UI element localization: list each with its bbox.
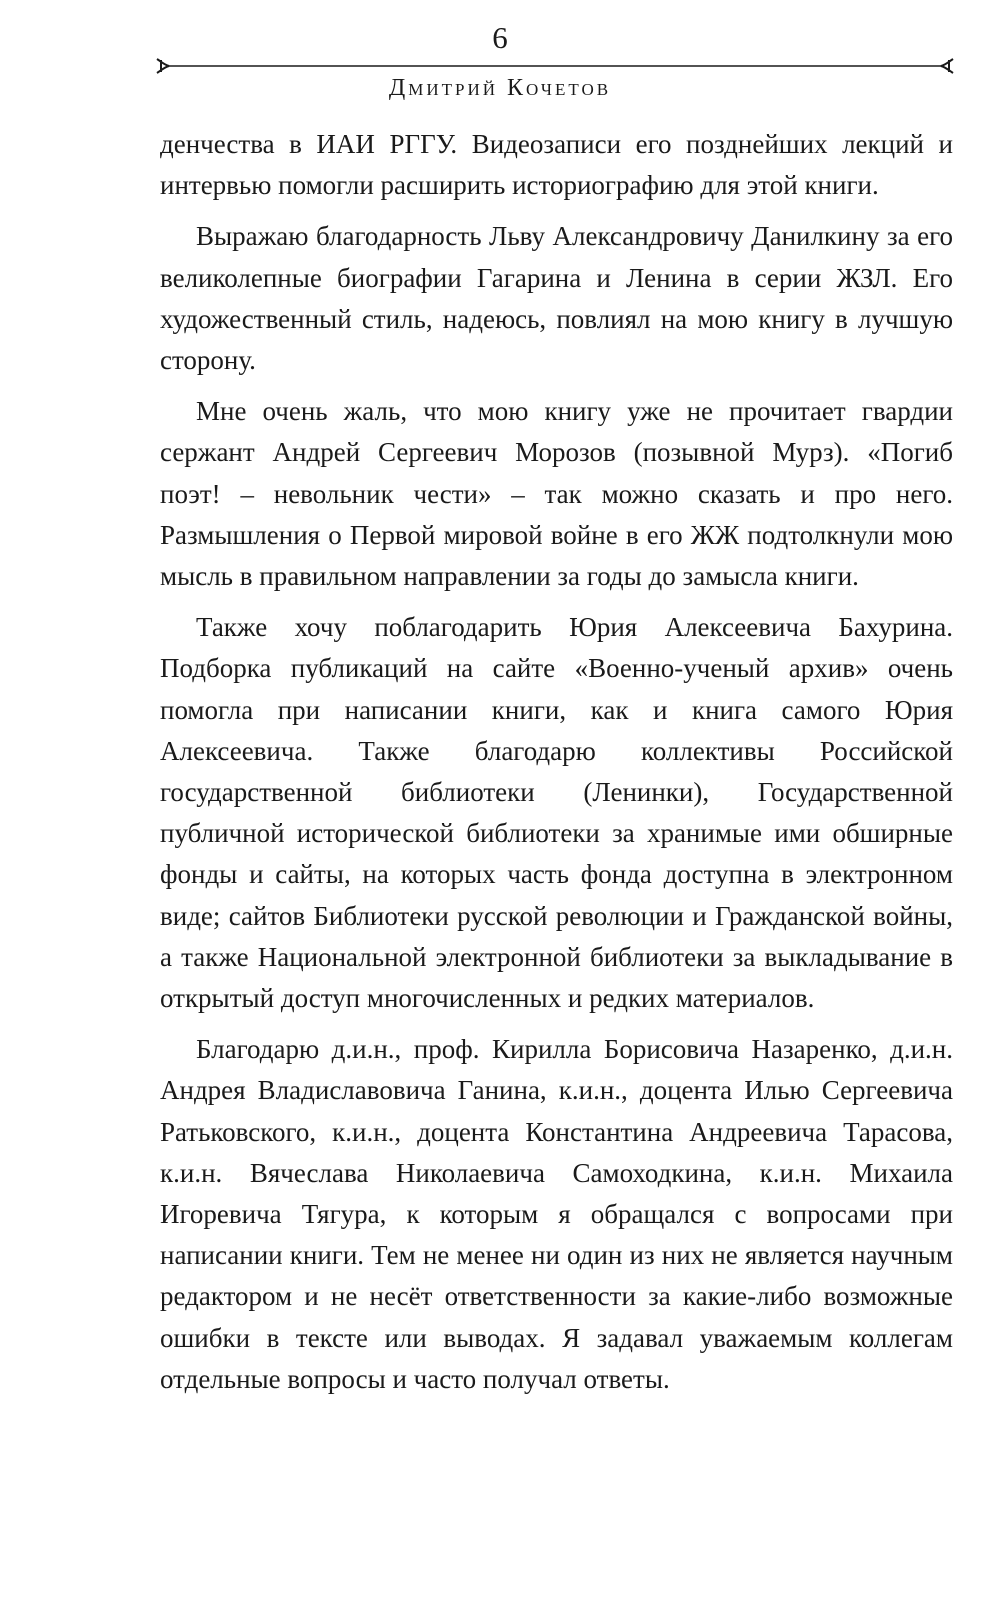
paragraph: денчества в ИАИ РГГУ. Видеозаписи его позднейших лекций и интервью помогли расширить историографию для этой книги. — [160, 129, 953, 201]
running-head: Дмитрий Кочетов — [388, 75, 612, 101]
paragraph: Выражаю благодарность Льву Александровичу Данилкину за его великолепные биографии Гагарина и Ленина в серии ЖЗЛ. Его художественный стиль, надеюсь, повлиял на мою книгу в лучшую сторону. — [160, 221, 953, 376]
paragraph: Также хочу поблагодарить Юрия Алексеевича Бахурина. Подборка публикаций на сайте «Военно-ученый архив» очень помогла при написании книги, как и книга самого Юрия Алексеевича. Также благодарю коллективы Российской государственной библиотеки (Ленинки), Государственной публичной исторической библиотеки за хранимые ими обширные фонды и сайты, на которых часть фонда доступна в электронном виде; сайтов Библиотеки русской революции и Гражданской войны, а также Национальной электронной библиотеки за выкладывание в открытый доступ многочисленных и редких материалов. — [160, 612, 953, 1014]
paragraph: Мне очень жаль, что мою книгу уже не прочитает гвардии сержант Андрей Сергеевич Морозов (позывной Мурз). «Погиб поэт! – невольник чести» – так можно сказать и про него. Размышления о Первой мировой войне в его ЖЖ подтолкнули мою мысль в правильном направлении за годы до замысла книги. — [160, 396, 953, 592]
paragraph: Благодарю д.и.н., проф. Кирилла Борисовича Назаренко, д.и.н. Андрея Владиславовича Ганина, к.и.н., доцента Илью Сергеевича Ратьковского, к.и.н., доцента Константина Андреевича Тарасова, к.и.н. Вячеслава Николаевича Самоходкина, к.и.н. Михаила Игоревича Тягура, к которым я обращался с вопросами при написании книги. Тем не менее ни один из них не является научным редактором и не несёт ответственности за какие-либо возможные ошибки в тексте или выводах. Я задавал уважаемым коллегам отдельные вопросы и часто получал ответы. — [160, 1034, 953, 1394]
body-text — [160, 124, 953, 1410]
page-number: 6 — [492, 20, 508, 55]
